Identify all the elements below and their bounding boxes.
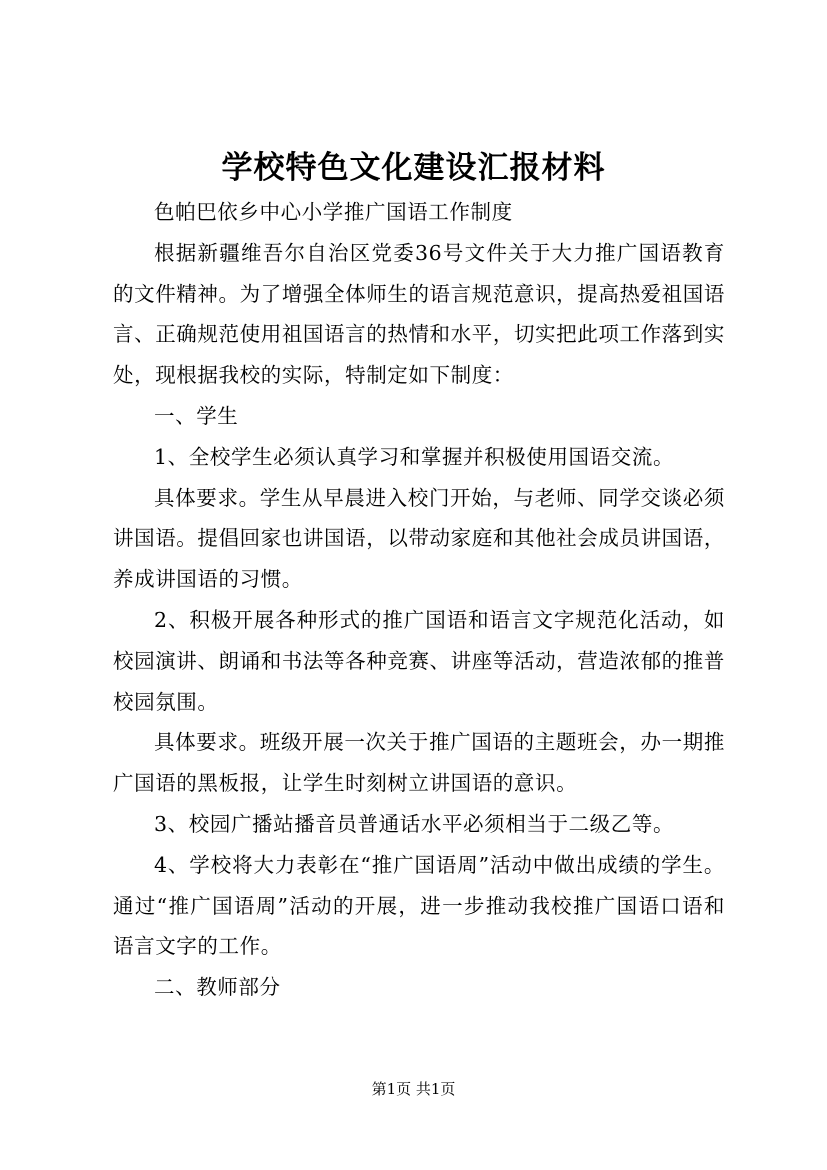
section-heading-students: 一、学生 [154, 403, 239, 428]
paragraph-requirement-1: 具体要求。学生从早晨进入校门开始，与老师、同学交谈必须讲国语。提倡回家也讲国语，以带动家庭和其他社会成员讲国语，养成讲国语的习惯。 [113, 485, 725, 592]
paragraph-item-3: 3、校园广播站播音员普通话水平必须相当于二级乙等。 [154, 811, 675, 836]
paragraph-requirement-2: 具体要求。班级开展一次关于推广国语的主题班会，办一期推广国语的黑板报，让学生时刻树立讲国语的意识。 [113, 730, 725, 796]
document-body [113, 192, 725, 1008]
paragraph-intro: 根据新疆维吾尔自治区党委36号文件关于大力推广国语教育的文件精神。为了增强全体师生的语言规范意识，提高热爱祖国语言、正确规范使用祖国语言的热情和水平，切实把此项工作落到实处，现根据我校的实际，特制定如下制度： [113, 240, 725, 388]
paragraph-item-1: 1、全校学生必须认真学习和掌握并积极使用国语交流。 [154, 444, 675, 469]
page-footer: 第1页 共1页 [371, 1080, 456, 1098]
paragraph-item-4: 4、学校将大力表彰在“推广国语周”活动中做出成绩的学生。通过“推广国语周”活动的开展，进一步推动我校推广国语口语和语言文字的工作。 [113, 852, 725, 959]
document-title: 学校特色文化建设汇报材料 [221, 150, 606, 186]
paragraph-item-2: 2、积极开展各种形式的推广国语和语言文字规范化活动，如校园演讲、朗诵和书法等各种竞赛、讲座等活动，营造浓郁的推普校园氛围。 [113, 607, 725, 714]
paragraph-subtitle: 色帕巴依乡中心小学推广国语工作制度 [154, 200, 513, 224]
section-heading-teachers: 二、教师部分 [154, 975, 281, 1000]
